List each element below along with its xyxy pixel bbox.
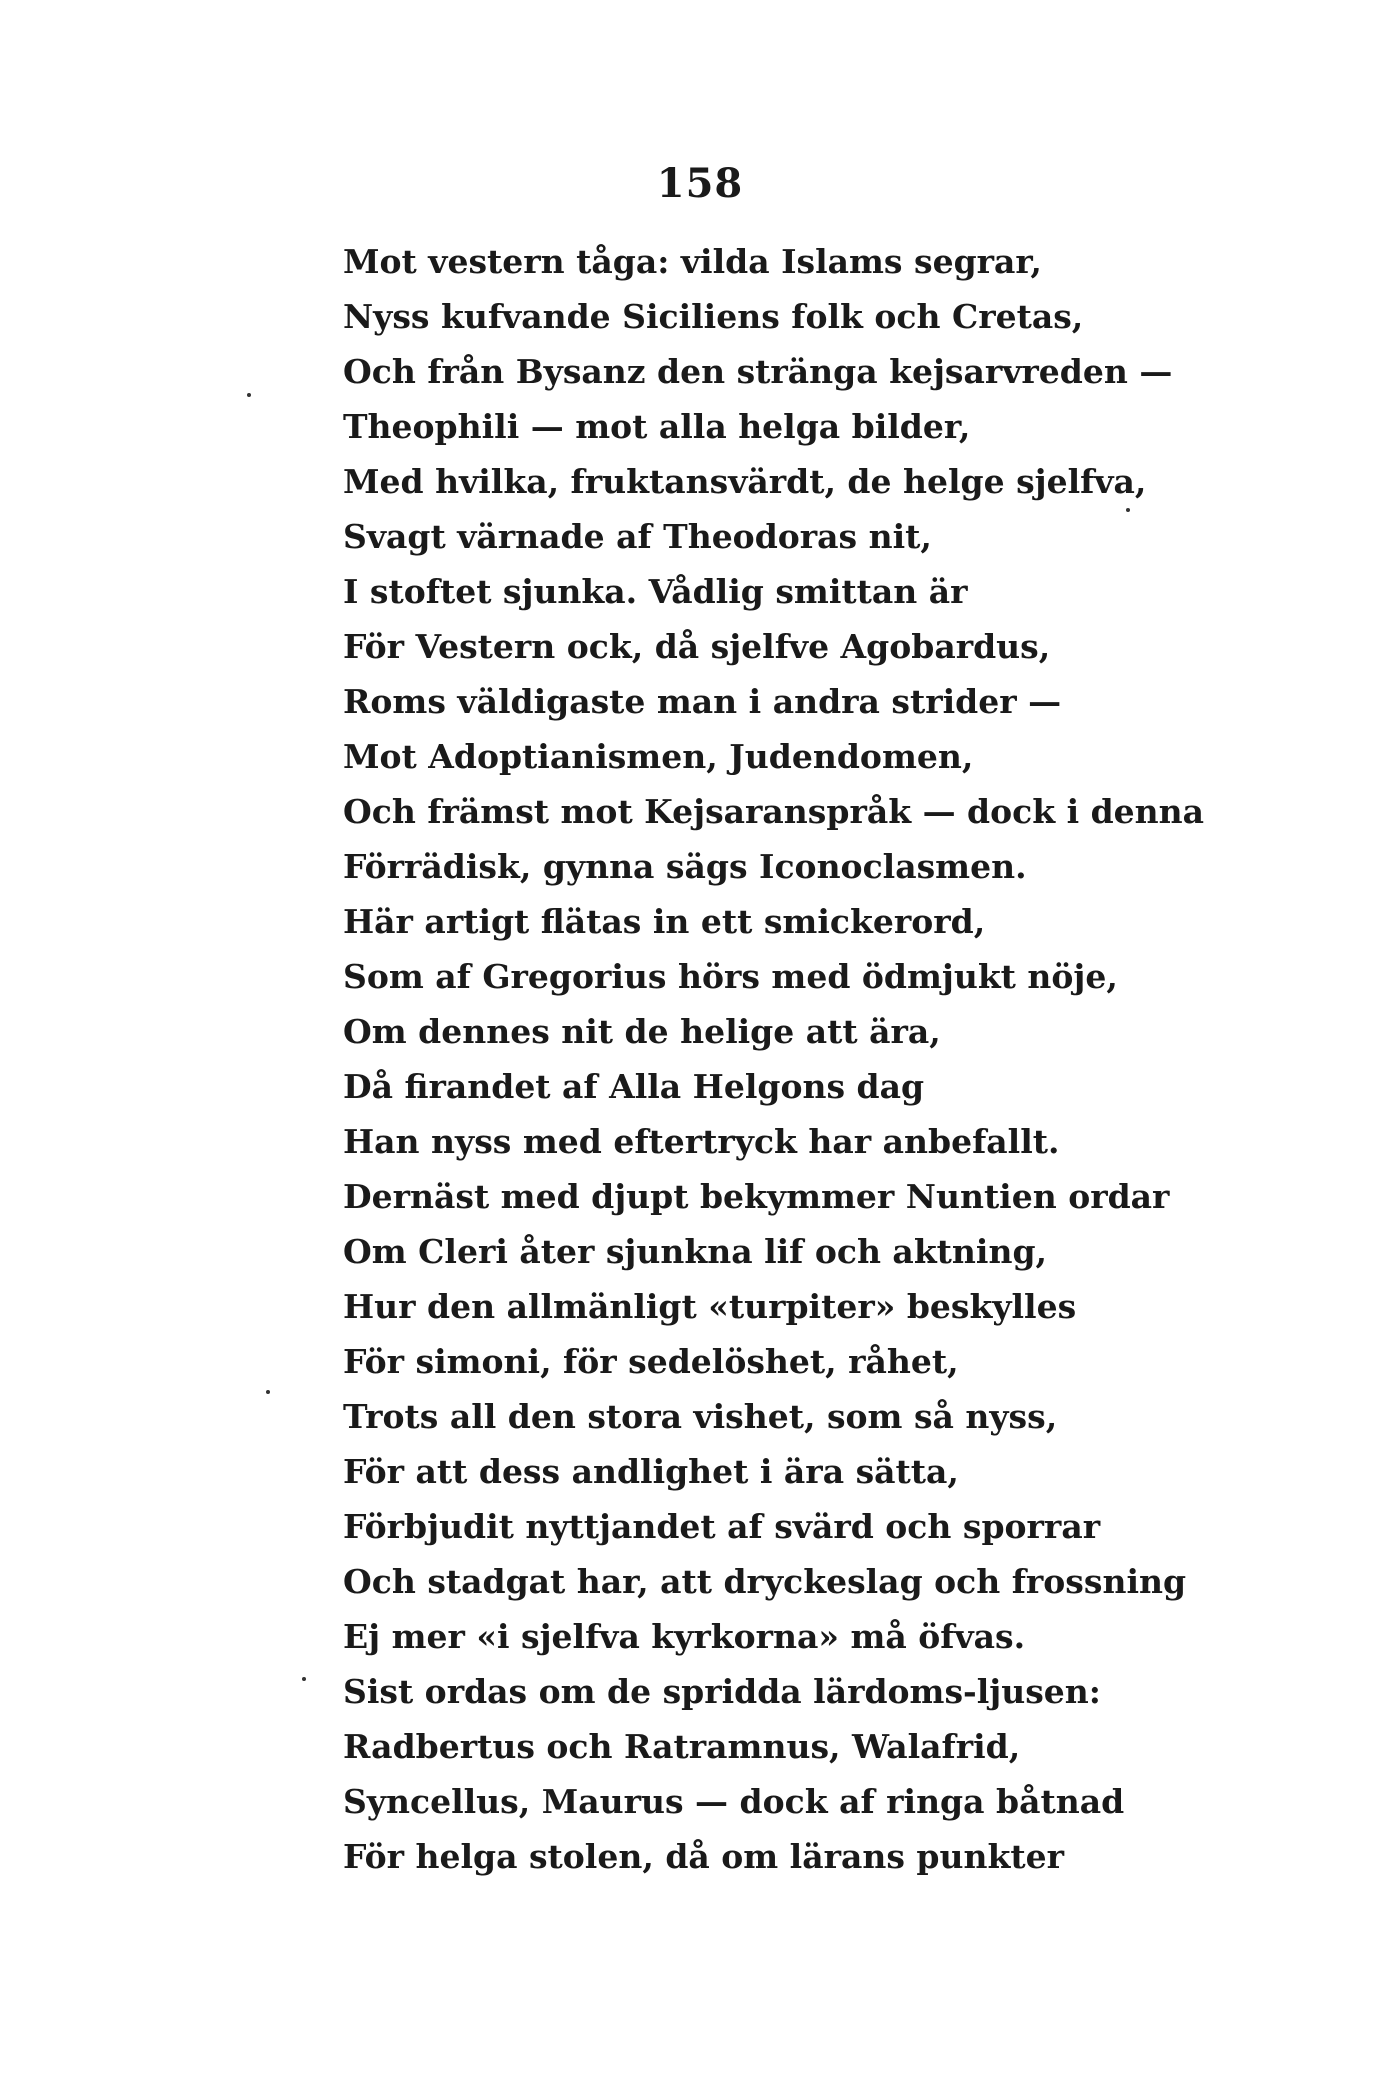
poem-line: Han nyss med eftertryck har anbefallt. — [343, 1122, 1060, 1161]
poem-line: Mot Adoptianismen, Judendomen, — [343, 737, 974, 776]
poem-line: Här artigt flätas in ett smickerord, — [343, 902, 986, 941]
poem-line: För att dess andlighet i ära sätta, — [343, 1452, 959, 1491]
poem-line: Som af Gregorius hörs med ödmjukt nöje, — [343, 957, 1118, 996]
poem-line: Radbertus och Ratramnus, Walafrid, — [343, 1727, 1021, 1766]
poem-line: Förrädisk, gynna sägs Iconoclasmen. — [343, 847, 1027, 886]
poem-line: I stoftet sjunka. Vådlig smittan är — [343, 572, 968, 611]
poem-line: För helga stolen, då om lärans punkter — [343, 1837, 1064, 1876]
poem-line: Ej mer «i sjelfva kyrkorna» må öfvas. — [343, 1617, 1026, 1656]
poem-line: För Vestern ock, då sjelfve Agobardus, — [343, 627, 1051, 666]
poem-text — [343, 234, 1204, 1884]
poem-line: Om dennes nit de helige att ära, — [343, 1012, 941, 1051]
poem-line: Roms väldigaste man i andra strider — — [343, 682, 1062, 721]
poem-line: Dernäst med djupt bekymmer Nuntien ordar — [343, 1177, 1170, 1216]
poem-line: Syncellus, Maurus — dock af ringa båtnad — [343, 1782, 1125, 1821]
poem-line: Theophili — mot alla helga bilder, — [343, 407, 971, 446]
ink-speck — [266, 1390, 270, 1394]
poem-line: Mot vestern tåga: vilda Islams segrar, — [343, 242, 1042, 281]
poem-line: Svagt värnade af Theodoras nit, — [343, 517, 932, 556]
poem-line: Med hvilka, fruktansvärdt, de helge sjelfva, — [343, 462, 1147, 501]
poem-line: Hur den allmänligt «turpiter» beskylles — [343, 1287, 1077, 1326]
ink-speck — [302, 1677, 306, 1681]
poem-line: Om Cleri åter sjunkna lif och aktning, — [343, 1232, 1048, 1271]
poem-line: Nyss kufvande Siciliens folk och Cretas, — [343, 297, 1084, 336]
poem-line: Förbjudit nyttjandet af svärd och sporrar — [343, 1507, 1101, 1546]
poem-line: Och från Bysanz den stränga kejsarvreden — — [343, 352, 1173, 391]
poem-line: Trots all den stora vishet, som så nyss, — [343, 1397, 1058, 1436]
ink-speck — [247, 393, 251, 397]
poem-line: Och främst mot Kejsaranspråk — dock i denna — [343, 792, 1205, 831]
poem-line: Sist ordas om de spridda lärdoms-ljusen: — [343, 1672, 1101, 1711]
poem-line: Då firandet af Alla Helgons dag — [343, 1067, 925, 1106]
poem-line: Och stadgat har, att dryckeslag och frossning — [343, 1562, 1187, 1601]
poem-line: För simoni, för sedelöshet, råhet, — [343, 1342, 959, 1381]
page-number: 158 — [656, 160, 744, 207]
ink-speck — [1126, 508, 1130, 512]
